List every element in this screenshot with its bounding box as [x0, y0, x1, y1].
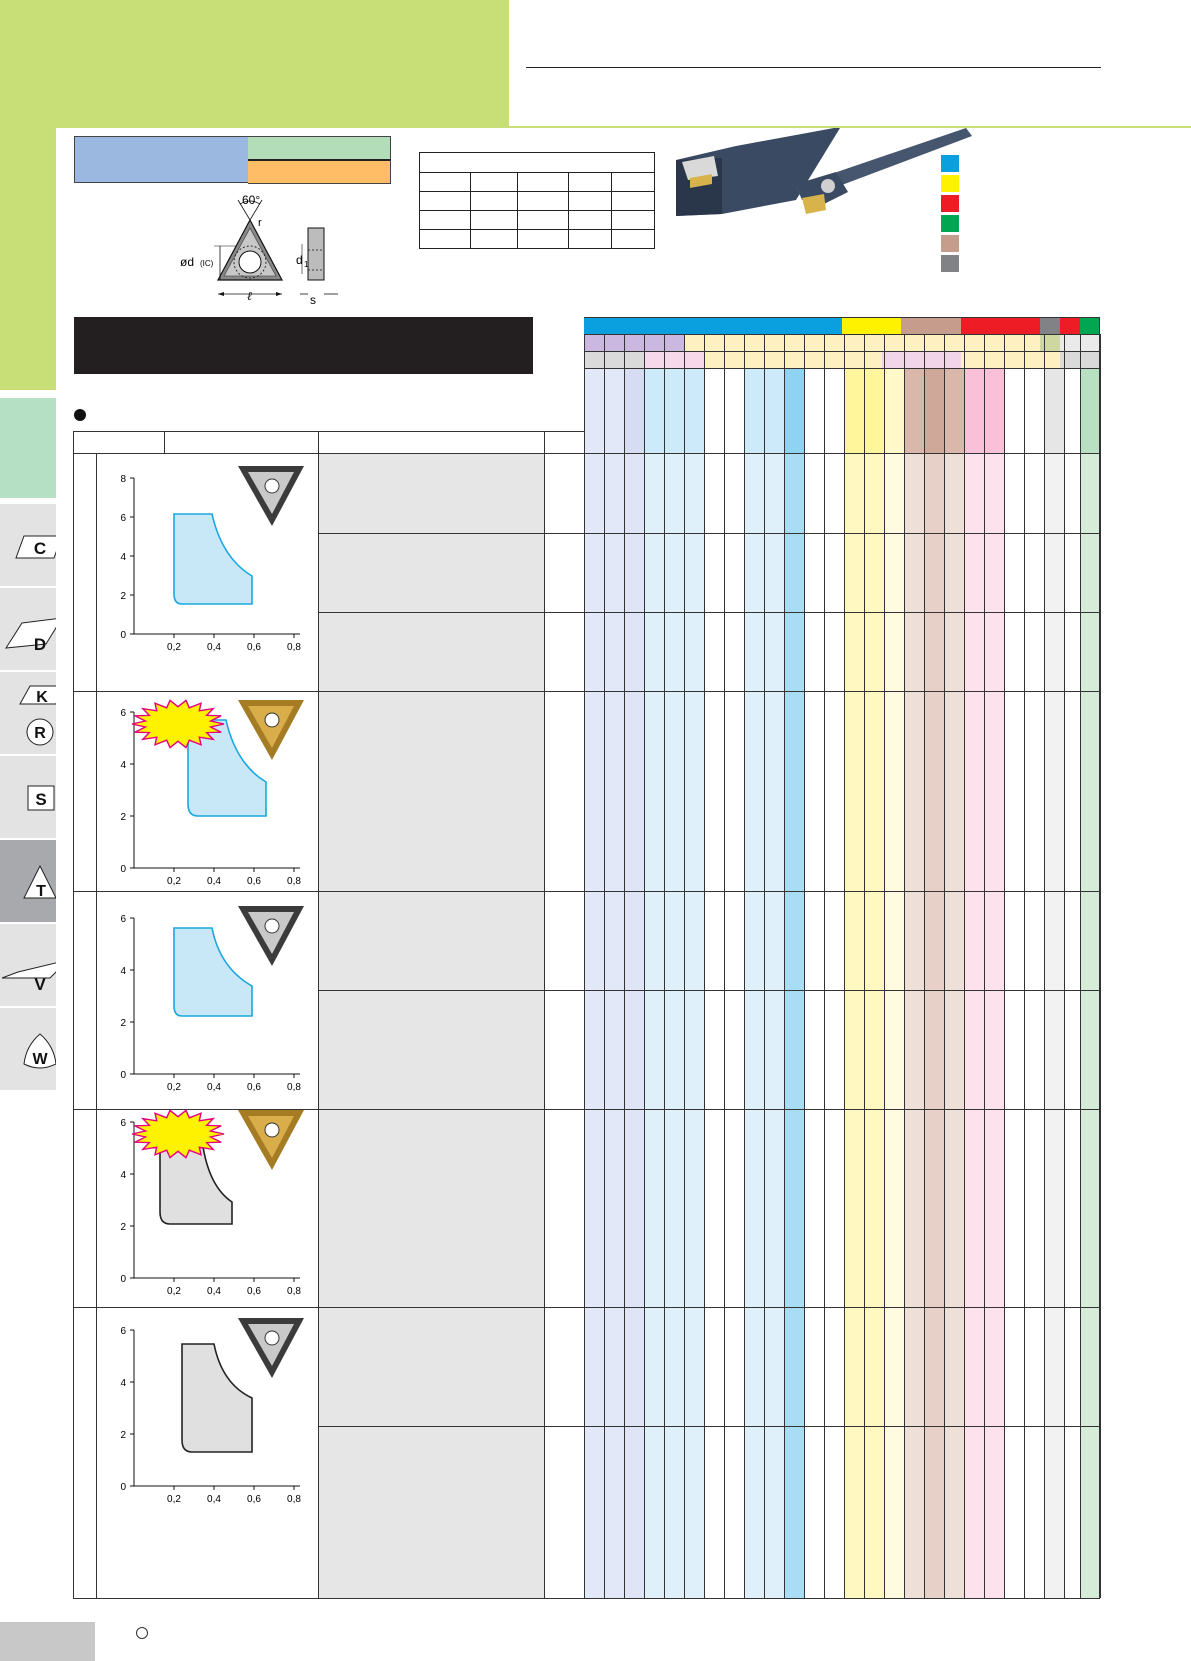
- grade-col-head: [984, 368, 1004, 453]
- row-separator: [318, 612, 1100, 613]
- tab-c[interactable]: [0, 502, 56, 586]
- y-tick-label: 2: [120, 591, 126, 602]
- grid-vline: [784, 334, 785, 1598]
- grid-vline: [884, 334, 885, 1598]
- x-tick-label: 0,6: [247, 1286, 261, 1297]
- triangle-icon: [0, 840, 56, 922]
- y-tick-label: 6: [120, 513, 126, 524]
- grade-subheader: [1040, 334, 1060, 352]
- grade-col-head: [764, 368, 784, 453]
- y-tick-label: 6: [120, 1118, 126, 1129]
- insert-photo-icon: [234, 694, 308, 764]
- grid-vline: [904, 334, 905, 1598]
- grade-band: [901, 317, 961, 334]
- trigon-icon: [0, 1008, 56, 1090]
- grade-subheader: [961, 351, 1060, 369]
- grade-col-head: [1024, 368, 1044, 453]
- grid-vline: [604, 334, 605, 1598]
- parallelogram-icon: [0, 672, 56, 754]
- tab-s[interactable]: [0, 754, 56, 838]
- table-header-top: [74, 431, 584, 432]
- legend-swatch-green: [941, 215, 959, 232]
- x-tick-label: 0,2: [167, 1082, 181, 1093]
- y-tick-label: 4: [120, 966, 126, 977]
- grade-col-head: [784, 368, 804, 453]
- table-left-border: [73, 431, 74, 1598]
- grid-vline: [1044, 334, 1045, 1598]
- header-green-rule: [56, 126, 1191, 128]
- parallelogram-icon: [0, 504, 56, 586]
- radius-label: r: [258, 217, 262, 229]
- grid-vline: [984, 334, 985, 1598]
- rhombus-icon: [0, 588, 56, 670]
- row-separator: [318, 533, 1100, 534]
- x-tick-label: 0,6: [247, 1494, 261, 1505]
- grade-col-head: [824, 368, 844, 453]
- info-box-blue: [74, 136, 250, 183]
- tab-t-label: T: [36, 883, 46, 900]
- group-separator: [74, 691, 1100, 692]
- grade-subheader: [684, 334, 1040, 352]
- grid-vline: [318, 431, 319, 453]
- grade-col-head: [724, 368, 744, 453]
- grid-vline: [844, 334, 845, 1598]
- x-tick-label: 0,8: [287, 1286, 301, 1297]
- grid-vline: [664, 334, 665, 1598]
- grade-band: [1080, 317, 1100, 334]
- grid-vline: [1004, 334, 1005, 1598]
- grade-col-head: [804, 368, 824, 453]
- thickness-label: s: [310, 293, 316, 307]
- y-tick-label: 4: [120, 552, 126, 563]
- grade-band: [1060, 317, 1080, 334]
- tab-s-label: S: [35, 790, 47, 809]
- grade-col-head: [844, 368, 864, 453]
- tab-d-label: D: [33, 635, 47, 654]
- grade-subheader: [584, 334, 684, 352]
- legend-swatch-grey: [941, 255, 959, 272]
- y-tick-label: 4: [120, 1378, 126, 1389]
- x-tick-label: 0,2: [167, 1494, 181, 1505]
- grid-vline: [1064, 334, 1065, 1598]
- x-tick-label: 0,2: [167, 1286, 181, 1297]
- grade-col-head: [864, 368, 884, 453]
- table-bottom-border: [73, 1598, 1100, 1599]
- row-separator: [318, 990, 1100, 991]
- grid-vline: [924, 334, 925, 1598]
- grade-band-top: [584, 317, 1100, 318]
- grade-col-head: [664, 368, 684, 453]
- insert-photo-icon: [234, 900, 308, 970]
- new-starburst-icon: [130, 1109, 226, 1159]
- grade-band: [842, 317, 901, 334]
- grade-subheader: [882, 351, 961, 369]
- grid-vline: [1100, 334, 1101, 1598]
- grade-band: [1040, 317, 1060, 334]
- grid-vline: [96, 453, 97, 1598]
- y-tick-label: 4: [120, 760, 126, 771]
- grid-vline: [764, 334, 765, 1598]
- x-tick-label: 0,6: [247, 1082, 261, 1093]
- grade-col-head: [684, 368, 704, 453]
- grid-vline: [724, 334, 725, 1598]
- grid-vline: [1080, 334, 1081, 1598]
- insert-photo-icon: [234, 1104, 308, 1174]
- x-tick-label: 0,4: [207, 876, 221, 887]
- tab-w[interactable]: [0, 1006, 56, 1090]
- grid-vline: [824, 334, 825, 1598]
- grade-col-head: [944, 368, 964, 453]
- diameter-label: ød: [180, 255, 195, 269]
- grid-vline: [744, 334, 745, 1598]
- x-tick-label: 0,6: [247, 642, 261, 653]
- insert-photo-icon: [234, 1312, 308, 1382]
- grade-col-head: [924, 368, 944, 453]
- tool-holders-image: [676, 128, 976, 226]
- x-tick-label: 0,8: [287, 1494, 301, 1505]
- dimension-table: [419, 152, 655, 249]
- d1-label: d: [296, 253, 303, 267]
- title-rule: [526, 67, 1101, 68]
- square-icon: [0, 756, 56, 838]
- grade-band: [584, 317, 842, 334]
- grade-head-bottom: [584, 368, 1100, 369]
- y-tick-label: 0: [120, 1274, 126, 1285]
- x-tick-label: 0,8: [287, 1082, 301, 1093]
- grid-vline: [804, 334, 805, 1598]
- sidebar-green-block: [0, 128, 56, 390]
- tab-w-label: W: [32, 1051, 48, 1068]
- grid-vline: [864, 334, 865, 1598]
- y-tick-label: 6: [120, 1326, 126, 1337]
- y-tick-label: 6: [120, 708, 126, 719]
- grade-col-head: [604, 368, 624, 453]
- x-tick-label: 0,6: [247, 876, 261, 887]
- grid-vline: [944, 334, 945, 1598]
- grid-vline: [544, 431, 545, 453]
- grade-col-head: [644, 368, 664, 453]
- tab-v[interactable]: [0, 922, 56, 1006]
- bullet-icon: [74, 409, 86, 421]
- legend-swatch-brown: [941, 235, 959, 252]
- y-tick-label: 0: [120, 1070, 126, 1081]
- legend-swatch-red: [941, 195, 959, 212]
- new-starburst-icon: [130, 699, 226, 749]
- y-tick-label: 2: [120, 1430, 126, 1441]
- grid-vline: [684, 334, 685, 1598]
- x-tick-label: 0,2: [167, 876, 181, 887]
- x-tick-label: 0,8: [287, 642, 301, 653]
- grid-vline: [964, 334, 965, 1598]
- y-tick-label: 0: [120, 864, 126, 875]
- grade-col-head: [704, 368, 724, 453]
- d1-sub: 1: [304, 260, 309, 269]
- grid-vline: [704, 334, 705, 1598]
- table-header-bottom: [74, 453, 1100, 454]
- x-tick-label: 0,2: [167, 642, 181, 653]
- grid-vline: [624, 334, 625, 1598]
- info-box-green: [248, 136, 391, 160]
- x-tick-label: 0,4: [207, 1286, 221, 1297]
- x-tick-label: 0,4: [207, 1082, 221, 1093]
- tab-c-label: C: [33, 539, 47, 558]
- grade-subheader: [704, 351, 882, 369]
- x-tick-label: 0,4: [207, 1494, 221, 1505]
- y-tick-label: 2: [120, 1222, 126, 1233]
- angle-label: 60°: [242, 194, 261, 207]
- grade-band: [961, 317, 1040, 334]
- sidebar-section-block: [0, 398, 56, 498]
- table-right-border: [1099, 317, 1100, 1598]
- grid-vline: [164, 431, 165, 453]
- legend-swatch-blue: [941, 155, 959, 172]
- grade-col-head: [884, 368, 904, 453]
- ic-label: (IC): [200, 259, 214, 268]
- grade-col-head: [904, 368, 924, 453]
- row-separator: [318, 1426, 1100, 1427]
- insert-photo-icon: [234, 460, 308, 530]
- y-tick-label: 6: [120, 914, 126, 925]
- page-marker-icon: [136, 1627, 148, 1639]
- header-green-block: [0, 0, 509, 128]
- grid-vline: [644, 334, 645, 1598]
- tab-r-label: R: [34, 725, 46, 742]
- rhombus-icon: [0, 924, 56, 1006]
- length-label: ℓ: [247, 289, 252, 303]
- insert-diagram: [180, 194, 350, 314]
- info-box-orange: [248, 159, 391, 184]
- page-footer-bar: [0, 1622, 95, 1661]
- grade-col-head: [624, 368, 644, 453]
- section-title-bar: [74, 317, 533, 374]
- y-tick-label: 8: [120, 474, 126, 485]
- grade-col-head: [744, 368, 764, 453]
- grid-vline: [584, 334, 585, 1598]
- tab-d[interactable]: [0, 586, 56, 670]
- legend-swatch-yellow: [941, 175, 959, 192]
- y-tick-label: 2: [120, 812, 126, 823]
- tab-t[interactable]: [0, 838, 56, 922]
- grid-vline: [1024, 334, 1025, 1598]
- x-tick-label: 0,8: [287, 876, 301, 887]
- grade-col-head: [1080, 368, 1100, 453]
- tab-k-label: K: [36, 689, 48, 706]
- grade-col-head: [964, 368, 984, 453]
- grade-subheader: [584, 351, 644, 369]
- grade-col-head: [1004, 368, 1024, 453]
- grade-subheader: [644, 351, 704, 369]
- x-tick-label: 0,4: [207, 642, 221, 653]
- y-tick-label: 2: [120, 1018, 126, 1029]
- grade-col-head: [1044, 368, 1064, 453]
- y-tick-label: 4: [120, 1170, 126, 1181]
- tab-k-r[interactable]: [0, 670, 56, 754]
- tab-v-label: V: [34, 975, 46, 994]
- y-tick-label: 0: [120, 1482, 126, 1493]
- grade-col-head: [1064, 368, 1080, 453]
- y-tick-label: 0: [120, 630, 126, 641]
- grade-col-head: [584, 368, 604, 453]
